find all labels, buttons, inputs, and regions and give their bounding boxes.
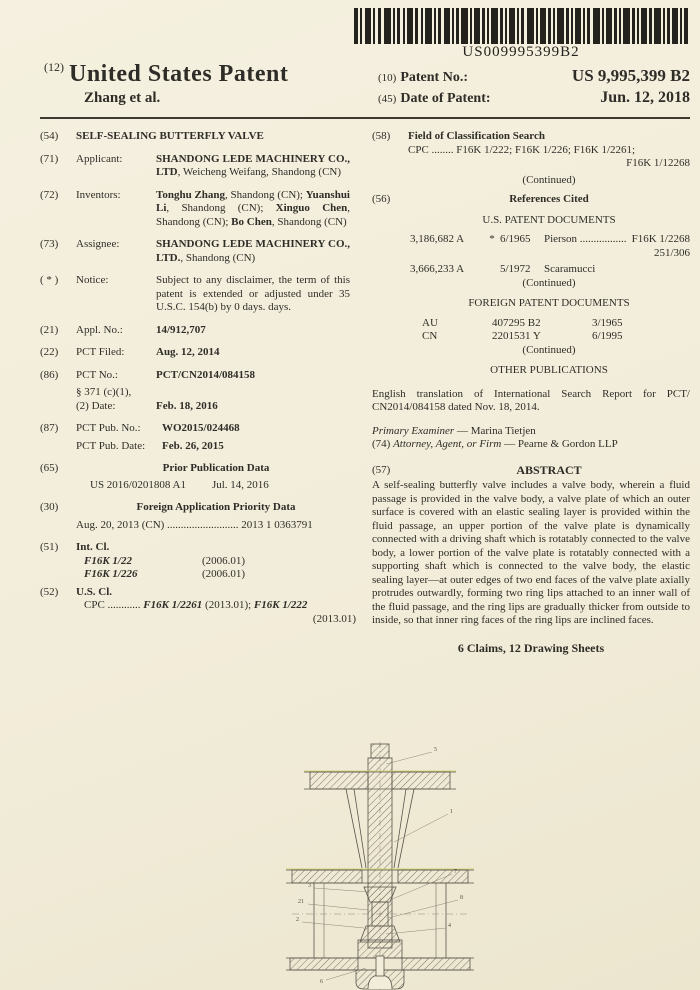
date-label: Date of Patent: (400, 91, 491, 106)
us-doc-star: * (489, 233, 495, 245)
pct-filed-value: Aug. 12, 2014 (156, 346, 220, 358)
pct-no-value: PCT/CN2014/084158 (156, 368, 255, 381)
callout-label: 8 (460, 895, 463, 901)
us-cl-line1: CPC ............ F16K 1/2261 (2013.01); F16K 1/222 (84, 599, 308, 611)
field-65-prior-pub: (65) Prior Publication Data US 2016/0201808 A1 Jul. 14, 2016 (40, 462, 356, 492)
int-cl-heading: Int. Cl. (76, 541, 110, 553)
field-57-abstract: (57) ABSTRACT (372, 464, 690, 478)
continued-note: (Continued) (522, 343, 576, 356)
us-doc-date: 5/1972 (500, 263, 531, 275)
callout-label: 5 (434, 747, 437, 753)
claims-line: 6 Claims, 12 Drawing Sheets (457, 640, 605, 655)
us-doc-number: 3,186,682 A (410, 233, 465, 245)
inventors-value: Tonghu Zhang, Shandong (CN); Yuanshui Li, Shandong (CN); Xinguo Chen, Shandong (CN); Bo Chen, Shandong (CN) (156, 188, 350, 228)
field-72-inventors: (72) Inventors: Tonghu Zhang, Shandong (CN); Yuanshui Li, Shandong (CN); Xinguo Chen, Shandong (CN); Bo Chen, Shandong (CN) (40, 188, 350, 228)
left-column (40, 130, 356, 635)
notice-value: Subject to any disclaimer, the term of this patent is extended or adjusted under 35 U.S.C. 154(b) by 0 days. days. (156, 274, 350, 313)
us-doc-date: 6/1965 (500, 233, 531, 245)
callout-label: 3 (308, 883, 311, 889)
callout-label: 2 (296, 917, 299, 923)
callout-label: 21 (298, 899, 304, 905)
field-86-pct-no: (86) PCT No.: PCT/CN2014/084158 § 371 (c)(1), (2) Date: Feb. 18, 2016 (40, 369, 356, 414)
inventor-line: Zhang et al. (84, 90, 161, 106)
other-publications-text: English translation of International Search Report for PCT/ CN2014/084158 dated Nov. 18, 2014. (372, 387, 690, 413)
classification-search-line2: F16K 1/12268 (626, 157, 690, 169)
appl-no-value: 14/912,707 (156, 323, 206, 336)
attorney-line: (74) Attorney, Agent, or Firm — Pearne & Gordon LLP (372, 438, 618, 450)
assignee-value: SHANDONG LEDE MACHINERY CO., LTD., Shandong (CN) (156, 238, 350, 264)
371-clause: § 371 (c)(1), (76, 386, 132, 398)
classification-search-line1: CPC ........ F16K 1/222; F16K 1/226; F16K 1/2261; (408, 143, 636, 156)
page-title: United States Patent (69, 61, 289, 87)
us-cl-heading: U.S. Cl. (76, 585, 113, 598)
field-22-pct-filed: (22) PCT Filed: Aug. 12, 2014 (40, 346, 356, 360)
header-divider (40, 117, 690, 119)
field-30-foreign-priority: (30) Foreign Application Priority Data Aug. 20, 2013 (CN) .......................... 2013 1 0363791 (40, 501, 356, 532)
callout-label: 7 (454, 869, 457, 875)
valve-cross-section-figure (284, 742, 476, 990)
header-right (378, 66, 690, 109)
foreign-doc-number: 407295 B2 (492, 316, 541, 329)
us-doc-name: Scaramucci (544, 263, 596, 275)
field-54-title: (54) SELF-SEALING BUTTERFLY VALVE (40, 130, 356, 144)
foreign-documents-heading: FOREIGN PATENT DOCUMENTS (468, 297, 630, 309)
field-52-us-cl: (52) U.S. Cl. CPC ............ F16K 1/2261 (2013.01); F16K 1/222 (2013.01) (40, 585, 356, 625)
patent-no-label: Patent No.: (400, 70, 468, 85)
prior-pub-heading: Prior Publication Data (162, 462, 270, 474)
field-87-pct-pub: (87) PCT Pub. No.: WO2015/024468 PCT Pub. Date: Feb. 26, 2015 (40, 422, 240, 452)
applicant-value: SHANDONG LEDE MACHINERY CO., LTD, Weicheng Weifang, Shandong (CN) (156, 152, 350, 178)
callout-label: 4 (448, 923, 451, 929)
other-publications-heading: OTHER PUBLICATIONS (490, 364, 608, 376)
kind-code: (12) (44, 60, 64, 74)
continued-note: (Continued) (522, 173, 576, 186)
right-column (372, 130, 690, 655)
prior-pub-date: Jul. 14, 2016 (211, 478, 269, 491)
field-71-applicant: (71) Applicant: SHANDONG LEDE MACHINERY CO., LTD, Weicheng Weifang, Shandong (CN) (40, 152, 350, 178)
us-doc-number: 3,666,233 A (410, 263, 465, 275)
371-date: Feb. 18, 2016 (156, 399, 218, 412)
field-56-references: (56) References Cited U.S. PATENT DOCUMENTS 3,186,682 A * 6/1965 Pierson ................. F16K 1/2268 251/306 3,666,233 A 5/1972 Scaramucci (Continued) FOREIGN PATENT DOCUMENTS AU 407295 B2 3/1965 CN 2201531 Y 6/1995 (Continued) OTHER PUBLICATIONS (372, 193, 690, 376)
int-cl-version: (2006.01) (202, 568, 246, 580)
us-doc-row (410, 263, 690, 277)
int-cl-class: F16K 1/226 (84, 568, 138, 580)
callout-label: 6 (320, 979, 323, 985)
abstract-heading: ABSTRACT (516, 462, 582, 477)
int-cl-version: (2006.01) (202, 554, 246, 567)
field-58-classification-search: (58) Field of Classification Search CPC ........ F16K 1/222; F16K 1/226; F16K 1/2261; F16K 1/12268 (Continued) (372, 130, 690, 186)
us-cl-line2: (2013.01) (312, 612, 356, 625)
primary-examiner-line: Primary Examiner — Marina Tietjen (372, 424, 536, 437)
barcode-icon (354, 8, 688, 44)
foreign-doc-date: 3/1965 (592, 316, 623, 329)
foreign-doc-row (422, 330, 690, 344)
field-21-appl-no: (21) Appl. No.: 14/912,707 (40, 324, 356, 338)
invention-title: SELF-SEALING BUTTERFLY VALVE (76, 130, 264, 142)
foreign-doc-country: CN (422, 330, 438, 342)
header-left (44, 60, 288, 107)
foreign-doc-country: AU (422, 316, 438, 329)
classification-search-heading: Field of Classification Search (408, 130, 545, 142)
us-doc-star (484, 263, 500, 277)
patent-no-tag: (10) (378, 72, 397, 84)
foreign-doc-number: 2201531 Y (492, 330, 541, 342)
continued-note: (Continued) (522, 276, 576, 289)
pct-pub-no: WO2015/024468 (162, 422, 240, 434)
barcode-block (352, 8, 690, 61)
field-73-assignee: (73) Assignee: SHANDONG LEDE MACHINERY CO., LTD., Shandong (CN) (40, 238, 350, 264)
us-doc-name: Pierson ................. (544, 233, 627, 245)
us-doc-class2: 251/306 (653, 246, 690, 259)
prior-pub-number: US 2016/0201808 A1 (90, 478, 186, 491)
patent-number: US 9,995,399 B2 (571, 66, 690, 85)
foreign-doc-row (422, 317, 690, 331)
field-51-int-cl: (51) Int. Cl. F16K 1/22 (2006.01) F16K 1/226 (2006.01) (40, 541, 356, 582)
barcode-number: US009995399B2 (462, 44, 580, 60)
us-doc-class: F16K 1/2268 (631, 233, 690, 245)
int-cl-class: F16K 1/22 (84, 554, 132, 567)
us-documents-heading: U.S. PATENT DOCUMENTS (482, 213, 616, 226)
callout-label: 1 (450, 809, 453, 815)
abstract-text: A self-sealing butterfly valve includes a valve body, wherein a fluid passage is provided in the valve body, a valve plate of which an outer surface is covered with an elastic sealing layer is provided within the fluid passage, an upper portion of the valve plate is dynamically connected with a driving shaft which is rotatably connected to the valve body, a lower portion of the valve plate is rotatably connected with a supporting shaft which is connected to the valve body, the elastic sealing layer—at outer edges of two end faces of the valve plate axially protrudes outwardly, forming two ring lips attached to an inner wall of the fluid passage, and the ring lips are gradually thicker from outside to inside, so that inner ring faces of the ring lips are inclined faces. (372, 479, 690, 626)
date-tag: (45) (378, 93, 397, 105)
references-heading: References Cited (509, 193, 589, 205)
foreign-priority-heading: Foreign Application Priority Data (136, 501, 296, 513)
field-notice: ( * ) Notice: Subject to any disclaimer, the term of this patent is extended or adjusted under 35 U.S.C. 154(b) by 0 days. days. (40, 274, 350, 313)
pct-pub-date: Feb. 26, 2015 (162, 439, 224, 452)
foreign-doc-date: 6/1995 (592, 330, 623, 342)
foreign-priority-row: Aug. 20, 2013 (CN) .......................... 2013 1 0363791 (76, 518, 313, 531)
us-doc-row (410, 233, 690, 247)
patent-date: Jun. 12, 2018 (600, 89, 690, 106)
